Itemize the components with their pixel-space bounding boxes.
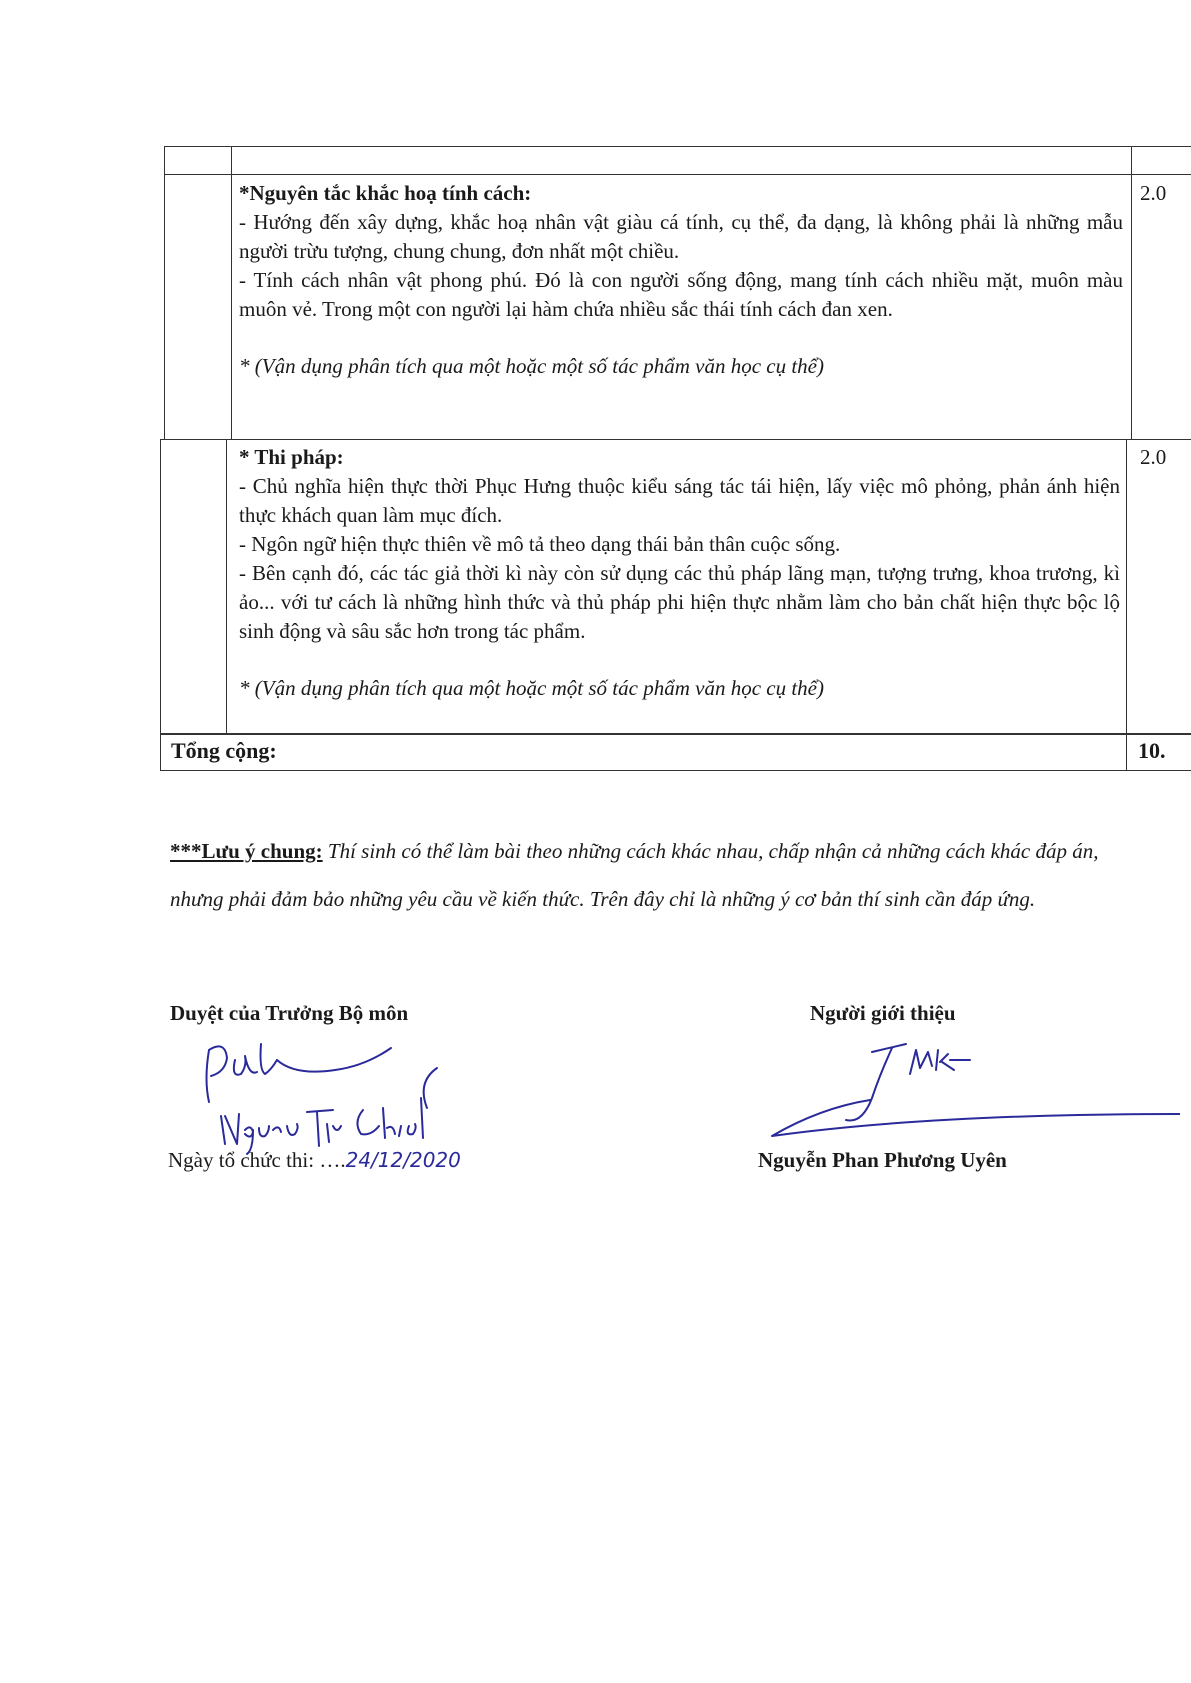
- score-cell: 2.0: [1140, 445, 1167, 469]
- department-head-title: Duyệt của Trưởng Bộ môn: [170, 1001, 409, 1025]
- criterion-heading: *Nguyên tắc khắc hoạ tính cách:: [239, 181, 532, 205]
- criterion-heading: * Thi pháp:: [239, 445, 344, 469]
- exam-date: [168, 1148, 461, 1173]
- criterion-note: * (Vận dụng phân tích qua một hoặc một số tác phẩm văn học cụ thể): [239, 676, 824, 700]
- criterion-line: - Chủ nghĩa hiện thực thời Phục Hưng thuộc kiểu sáng tác tái hiện, lấy việc mô phỏng, phản ánh hiện thực khách quan làm mục đích.: [239, 474, 1120, 527]
- criterion-line: - Hướng đến xây dựng, khắc hoạ nhân vật giàu cá tính, cụ thể, đa dạng, là không phải là những mẫu người trừu tượng, chung chung, đơn nhất một chiều.: [239, 210, 1123, 263]
- presenter-name: Nguyễn Phan Phương Uyên: [758, 1148, 1007, 1172]
- column-rule: [226, 439, 227, 733]
- exam-date-label: Ngày tổ chức thi: ….: [168, 1148, 346, 1172]
- column-rule: [231, 146, 232, 439]
- criterion-line: - Tính cách nhân vật phong phú. Đó là con người sống động, mang tính cách nhiều mặt, muôn màu muôn vẻ. Trong một con người lại hàm chứa nhiều sắc thái tính cách đan xen.: [239, 268, 1123, 321]
- table-top-rule: [164, 146, 1191, 147]
- column-rule: [164, 146, 165, 439]
- presenter-signature: [760, 1040, 1180, 1140]
- criterion-cell: [239, 443, 1120, 703]
- column-rule: [1126, 439, 1127, 771]
- department-head-signature: [195, 1030, 495, 1160]
- general-note-text: Thí sinh có thể làm bài theo những cách khác nhau, chấp nhận cả những cách khác đáp án, nhưng phải đảm bảo những yêu cầu về kiến thức. Trên đây chỉ là những ý cơ bản thí sinh cần đáp ứng.: [170, 839, 1099, 911]
- exam-date-value: 24/12/2020: [345, 1148, 461, 1172]
- score-cell: 2.0: [1140, 181, 1167, 205]
- column-rule: [160, 439, 161, 771]
- criterion-cell: [239, 179, 1123, 381]
- column-rule: [1131, 146, 1132, 439]
- criterion-line: - Bên cạnh đó, các tác giả thời kì này còn sử dụng các thủ pháp lãng mạn, tượng trưng, khoa trương, kì ảo... với tư cách là những hình thức và thủ pháp phi hiện thực nhằm làm cho bản chất hiện thực bộc lộ sinh động và sâu sắc hơn trong tác phẩm.: [239, 561, 1120, 643]
- table-bottom-rule: [160, 770, 1191, 771]
- total-score: 10.: [1138, 738, 1166, 763]
- total-label: Tổng cộng:: [171, 738, 277, 763]
- row-divider: [160, 733, 1191, 735]
- general-note: [170, 827, 1110, 923]
- criterion-note: * (Vận dụng phân tích qua một hoặc một số tác phẩm văn học cụ thể): [239, 354, 824, 378]
- row-divider: [164, 174, 1191, 175]
- row-divider: [160, 439, 1191, 440]
- criterion-line: - Ngôn ngữ hiện thực thiên về mô tả theo dạng thái bản thân cuộc sống.: [239, 532, 841, 556]
- presenter-title: Người giới thiệu: [810, 1001, 956, 1025]
- general-note-label: ***Lưu ý chung:: [170, 839, 323, 863]
